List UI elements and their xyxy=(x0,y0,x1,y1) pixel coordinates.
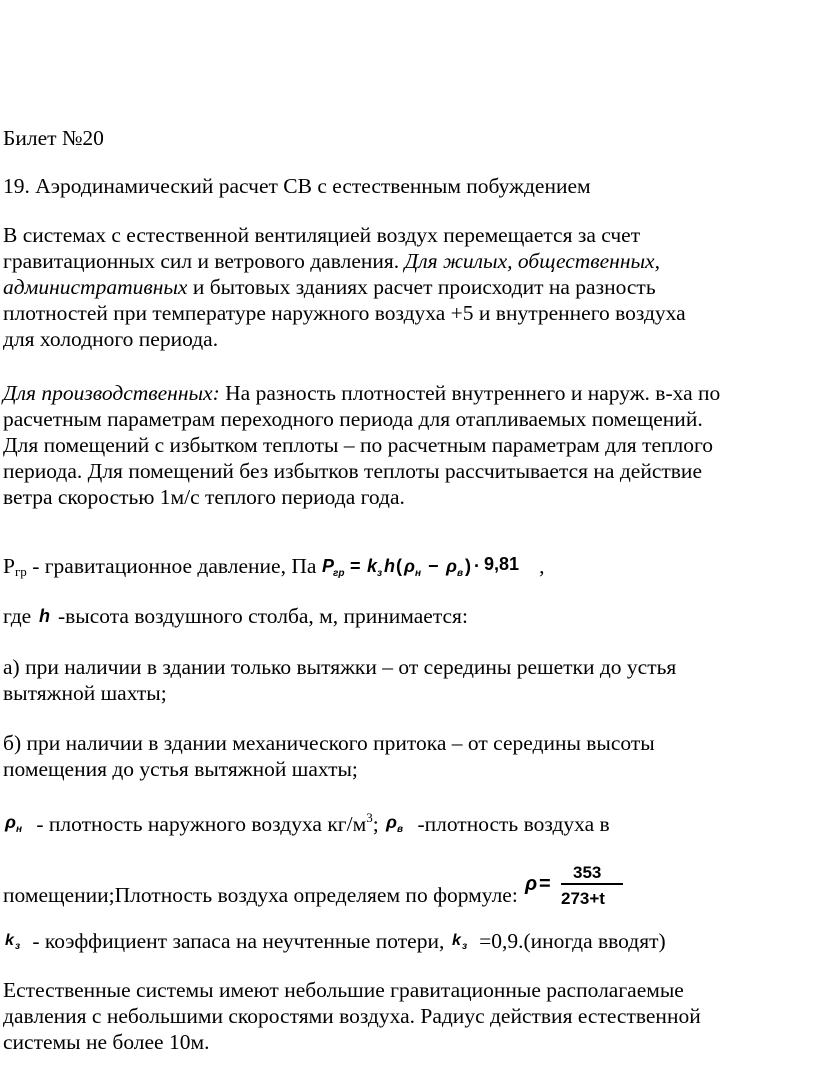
kz-symbol-value xyxy=(450,931,474,955)
case-b-mechanical-supply xyxy=(3,730,812,782)
density-formula-line: помещении;Плотность воздуха определяем по формуле: ρ = 353 273+t xyxy=(3,860,812,920)
air-density-formula xyxy=(523,860,627,910)
svg-text:в: в xyxy=(397,824,404,836)
h-symbol xyxy=(37,606,53,630)
svg-text:н: н xyxy=(414,568,421,580)
text-line: помещения до устья вытяжной шахты; xyxy=(3,757,358,781)
question-heading: 19. Аэродинамический расчет СВ с естественным побуждением xyxy=(3,174,591,198)
svg-text:k: k xyxy=(5,932,14,950)
text-line: давления с небольшими скоростями воздуха. Радиус действия естественной xyxy=(3,1004,701,1028)
text-line: а) при наличии в здании только вытяжки – от середины решетки до устья xyxy=(3,655,677,679)
text-line: Для производственных: На разность плотностей внутреннего и наруж. в-ха по xyxy=(3,381,721,405)
svg-text:з: з xyxy=(461,941,467,953)
rho-indoor-symbol xyxy=(384,814,412,838)
density-line: ρ н - плотность наружного воздуха $кг/м^3$; ρ в -плотность воздуха в xyxy=(3,811,812,838)
svg-text:353: 353 xyxy=(573,863,602,882)
text-line: В системах с естественной вентиляцией воздух перемещается за счет xyxy=(3,223,641,247)
svg-text:=: = xyxy=(349,556,361,577)
text-line: расчетным параметрам переходного периода для отапливаемых помещений. xyxy=(3,407,703,431)
svg-text:·: · xyxy=(473,556,480,577)
svg-text:в: в xyxy=(456,568,463,580)
svg-text:гр: гр xyxy=(332,568,345,580)
svg-text:h: h xyxy=(38,606,50,627)
svg-text:h: h xyxy=(383,556,395,577)
text-line: вытяжной шахты; xyxy=(3,681,167,705)
text-line: Естественные системы имеют небольшие гравитационные располагаемые xyxy=(3,978,684,1002)
gravitational-pressure-line: $P_{гр}$ - гравитационное давление, Па P гр = k з h ( ρ н − ρ в ) · 9,81 , xyxy=(3,553,812,582)
svg-text:=: = xyxy=(539,873,551,895)
svg-text:ρ: ρ xyxy=(445,556,457,577)
svg-text:(: ( xyxy=(395,556,402,577)
svg-text:ρ: ρ xyxy=(5,814,16,833)
text-line: плотностей при температуре наружного воздуха +5 и внутреннего воздуха xyxy=(3,301,686,325)
text-line: административных и бытовых зданиях расчет происходит на разность xyxy=(3,275,656,299)
ticket-title: Билет №20 xyxy=(3,126,104,150)
svg-text:з: з xyxy=(376,568,382,580)
svg-text:k: k xyxy=(451,932,461,950)
text-line: ветра скоростью 1м/с теплого периода года. xyxy=(3,485,405,509)
svg-text:9,81: 9,81 xyxy=(483,554,519,575)
text-line: гравитационных сил и ветрового давления. Для жилых, общественных, xyxy=(3,249,660,273)
svg-text:273+t: 273+t xyxy=(561,889,606,908)
paragraph-industrial xyxy=(3,380,812,510)
text-line: для холодного периода. xyxy=(3,327,219,351)
paragraph-conclusion xyxy=(3,977,812,1055)
text-line: системы не более 10м. xyxy=(3,1030,210,1054)
rho-outdoor-symbol xyxy=(3,814,31,838)
paragraph-residential xyxy=(3,222,812,352)
kz-symbol xyxy=(3,931,27,955)
text-line: б) при наличии в здании механического притока – от середины высоты xyxy=(3,731,655,755)
svg-text:P: P xyxy=(321,556,334,577)
svg-text:ρ: ρ xyxy=(386,814,397,833)
safety-coefficient-line: k з - коэффициент запаса на неучтенные потери, k з =0,9.(иногда вводят) xyxy=(3,928,812,955)
svg-text:k: k xyxy=(366,556,377,577)
svg-text:ρ: ρ xyxy=(525,873,538,895)
text-line: Для помещений с избытком теплоты – по расчетным параметрам для теплого xyxy=(3,433,714,457)
svg-text:−: − xyxy=(427,556,439,577)
case-a-exhaust-only xyxy=(3,654,812,706)
svg-text:н: н xyxy=(16,824,23,836)
air-column-height-line: где h -высота воздушного столба, м, принимается: xyxy=(3,603,812,630)
svg-text:): ) xyxy=(464,556,471,577)
text-line: периода. Для помещений без избытков теплоты рассчитывается на действие xyxy=(3,459,702,483)
gravitational-pressure-formula xyxy=(322,554,534,582)
svg-text:ρ: ρ xyxy=(403,556,415,577)
svg-text:з: з xyxy=(15,941,21,953)
